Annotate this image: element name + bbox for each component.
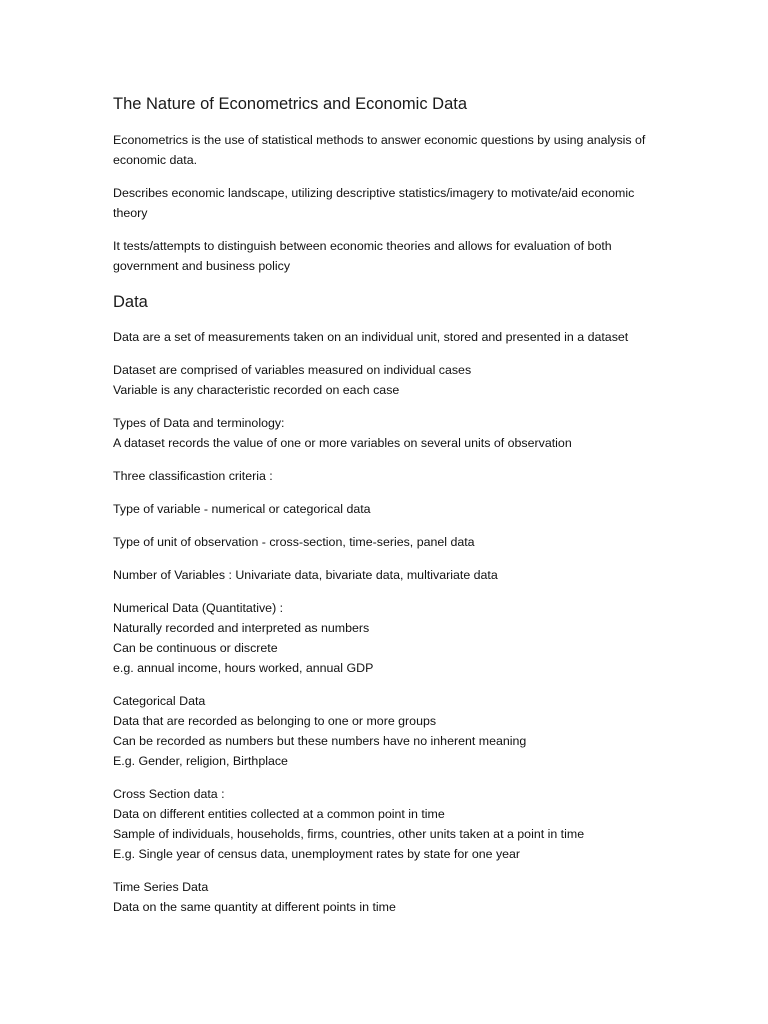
paragraph-line: Time Series Data	[113, 880, 209, 894]
paragraph-line: E.g. Gender, religion, Birthplace	[113, 754, 288, 768]
paragraph-line: Sample of individuals, households, firms, countries, other units taken at a point in time	[113, 827, 585, 841]
paragraph-line: Three classificastion criteria :	[113, 469, 273, 483]
paragraph-line: e.g. annual income, hours worked, annual GDP	[113, 661, 374, 675]
section-paragraph	[113, 413, 661, 453]
section-paragraph	[113, 691, 661, 771]
section-paragraph	[113, 532, 661, 552]
paragraph-line: Econometrics is the use of statistical methods to answer economic questions by using analysis of	[113, 133, 646, 147]
paragraph-line: Data on different entities collected at a common point in time	[113, 807, 445, 821]
paragraph-line: Types of Data and terminology:	[113, 416, 285, 430]
section-paragraph	[113, 877, 661, 917]
paragraph-line: Naturally recorded and interpreted as numbers	[113, 621, 370, 635]
section-paragraph	[113, 499, 661, 519]
intro-paragraph	[113, 130, 661, 170]
section-paragraph	[113, 327, 661, 347]
paragraph-line: theory	[113, 206, 148, 220]
paragraph-line: Can be continuous or discrete	[113, 641, 278, 655]
intro-paragraph	[113, 183, 661, 223]
paragraph-line: It tests/attempts to distinguish between economic theories and allows for evaluation of both	[113, 239, 612, 253]
paragraph-line: E.g. Single year of census data, unemployment rates by state for one year	[113, 847, 521, 861]
paragraph-line: Data on the same quantity at different points in time	[113, 900, 396, 914]
document-title: The Nature of Econometrics and Economic Data	[113, 95, 468, 113]
paragraph-line: Type of variable - numerical or categorical data	[113, 502, 371, 516]
paragraph-line: Number of Variables : Univariate data, bivariate data, multivariate data	[113, 568, 498, 582]
intro-paragraph	[113, 236, 661, 276]
paragraph-line: Dataset are comprised of variables measured on individual cases	[113, 363, 472, 377]
paragraph-line: Can be recorded as numbers but these numbers have no inherent meaning	[113, 734, 527, 748]
paragraph-line: Data are a set of measurements taken on an individual unit, stored and presented in a dataset	[113, 330, 629, 344]
paragraph-line: Type of unit of observation - cross-section, time-series, panel data	[113, 535, 475, 549]
section-paragraph	[113, 598, 661, 678]
paragraph-line: Describes economic landscape, utilizing descriptive statistics/imagery to motivate/aid economic	[113, 186, 635, 200]
section-paragraph	[113, 466, 661, 486]
section-heading: Data	[113, 293, 148, 311]
paragraph-line: A dataset records the value of one or more variables on several units of observation	[113, 436, 572, 450]
paragraph-line: government and business policy	[113, 259, 291, 273]
section-paragraph	[113, 784, 661, 864]
paragraph-line: Cross Section data :	[113, 787, 225, 801]
paragraph-line: economic data.	[113, 153, 198, 167]
paragraph-line: Variable is any characteristic recorded on each case	[113, 383, 400, 397]
paragraph-line: Numerical Data (Quantitative) :	[113, 601, 284, 615]
section-paragraph	[113, 565, 661, 585]
paragraph-line: Categorical Data	[113, 694, 206, 708]
section-paragraph	[113, 360, 661, 400]
paragraph-line: Data that are recorded as belonging to one or more groups	[113, 714, 437, 728]
